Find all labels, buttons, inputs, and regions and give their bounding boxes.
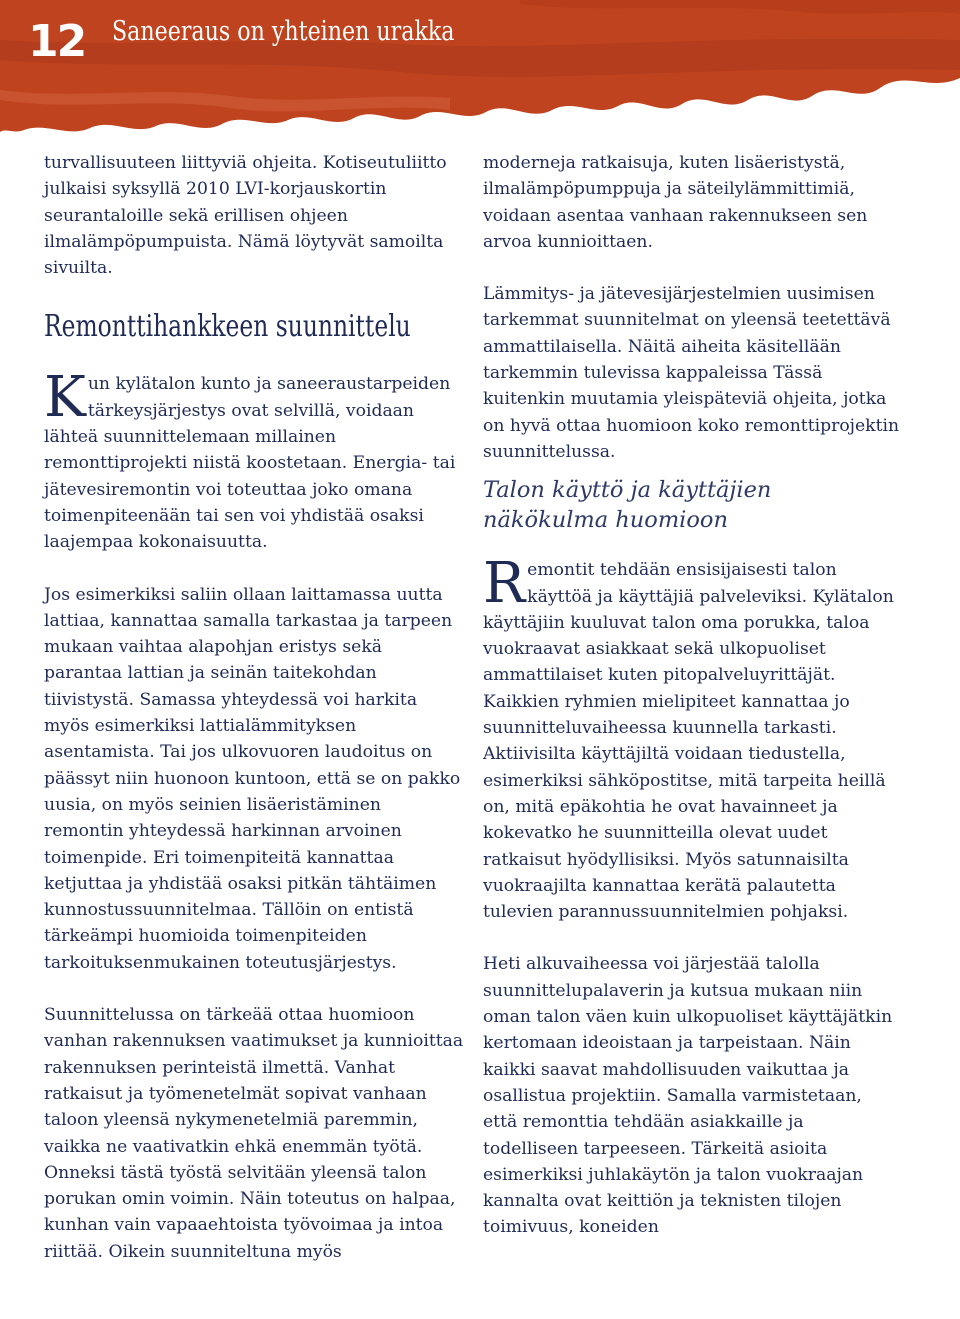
right-intro-paragraph: moderneja ratkaisuja, kuten lisäeristystä, ilmalämpöpumppuja ja säteilylämmittimiä, voidaan asentaa vanhaan rakennukseen sen arvoa kunnioittaen. [483,153,868,252]
right-paragraph-2-text: emontit tehdään ensisijaisesti talon käyttöä ja käyttäjiä palveleviksi. Kylätalon käyttäjiin kuuluvat talon oma porukka, taloa vuokraavat asiakkaat sekä ulkopuoliset ammattilaiset kuten pitopalveluyrittäjät. Kaikkien ryhmien mielipiteet kannattaa jo suunnitteluvaiheessa kuunnella tarkasti. Aktiivisilta käyttäjiltä voidaan tiedustella, esimerkiksi sähköpostitse, mitä tarpeita heillä on, mitä epäkohtia he ovat havainneet ja kokevatko he suunnitteilla olevat uudet ratkaisut hyödyllisiksi. Myös satunnaisilta vuokraajilta kannattaa kerätä palautetta tulevien parannussuunnitelmien pohjaksi. [483,560,894,923]
right-column [483,150,901,1241]
left-paragraph-3: Suunnittelussa on tärkeää ottaa huomioon vanhan rakennuksen vaatimukset ja kunnioittaa rakennuksen perinteistä ilmettä. Vanhat ratkaisut ja työmenetelmät sopivat vanhaan taloon yleensä nykymenetelmiä paremmin, vaikka ne vaativatkin ehkä enemmän työtä. Onneksi tästä työstä selvitään yleensä talon porukan omin voimin. Näin toteutus on halpaa, kunhan vain vapaaehtoista työvoimaa ja intoa riittää. Oikein suunniteltuna myös [44,1005,464,1262]
left-paragraph-1-text: un kylätalon kunto ja saneeraustarpeiden tärkeysjärjestys ovat selvillä, voidaan lähteä suunnittelemaan millainen remonttiprojekti niistä koostetaan. Energia- tai jätevesiremontin voi toteuttaa joko omana toimenpiteenään tai sen voi yhdistää osaksi laajempaa kokonaisuutta. [44,374,456,553]
left-intro-paragraph: turvallisuuteen liittyviä ohjeita. Kotiseutuliitto julkaisi syksyllä 2010 LVI-korjauskortin seurantaloille sekä erillisen ohjeen ilmalämpöpumpuista. Nämä löytyvät samoilta sivuilta. [44,153,447,279]
running-title: Saneeraus on yhteinen urakka [112,16,455,47]
section-heading-talon-kaytto: Talon käyttö ja käyttäjien näkökulma huomioon [483,477,772,534]
dropcap-r: R [483,551,526,617]
right-paragraph-2 [483,551,901,925]
section-heading-remonttihankkeen: Remonttihankkeen suunnittelu [44,309,411,345]
dropcap-k: K [44,365,86,431]
left-paragraph-2: Jos esimerkiksi saliin ollaan laittamassa uutta lattiaa, kannattaa samalla tarkastaa ja tarpeen mukaan vaihtaa alapohjan eristys sekä parantaa lattian ja seinän taitekohdan tiivistystä. Samassa yhteydessä voi harkita myös esimerkiksi lattialämmityksen asentamista. Tai jos ulkovuoren laudoitus on päässyt niin huonoon kuntoon, että se on pakko uusia, on myös seinien lisäeristäminen remontin yhteydessä harkinnan arvoinen toimenpide. Eri toimenpiteitä kannattaa ketjuttaa ja yhdistää osaksi pitkän tähtäimen kunnostussuunnitelmaa. Tällöin on entistä tärkeämpi huomioida toimenpiteiden tarkoituksenmukainen toteutusjärjestys. [44,584,461,973]
page-number: 12 [28,16,86,67]
left-column [44,150,464,1265]
right-paragraph-3: Heti alkuvaiheessa voi järjestää talolla suunnittelupalaverin ja kutsua mukaan niin oman talon väen kuin ulkopuoliset käyttäjätkin kertomaan ideoistaan ja tarpeistaan. Näin kaikki saavat mahdollisuuden vaikuttaa ja osallistua projektiin. Samalla varmistetaan, että remonttia tehdään asiakkaille ja todelliseen tarpeeseen. Tärkeitä asioita esimerkiksi juhlakäytön ja talon vuokraajan kannalta ovat keittiön ja teknisten tilojen toimivuus, koneiden [483,954,893,1238]
right-paragraph-1: Lämmitys- ja jätevesijärjestelmien uusimisen tarkemmat suunnitelmat on yleensä teetettävä ammattilaisella. Näitä aiheita käsitellään tarkemmin tulevissa kappaleissa Tässä kuitenkin muutamia yleispäteviä ohjeita, jotka on hyvä ottaa huomioon koko remonttiprojektin suunnittelussa. [483,284,900,462]
left-paragraph-1 [44,365,464,555]
header-banner [0,0,960,150]
